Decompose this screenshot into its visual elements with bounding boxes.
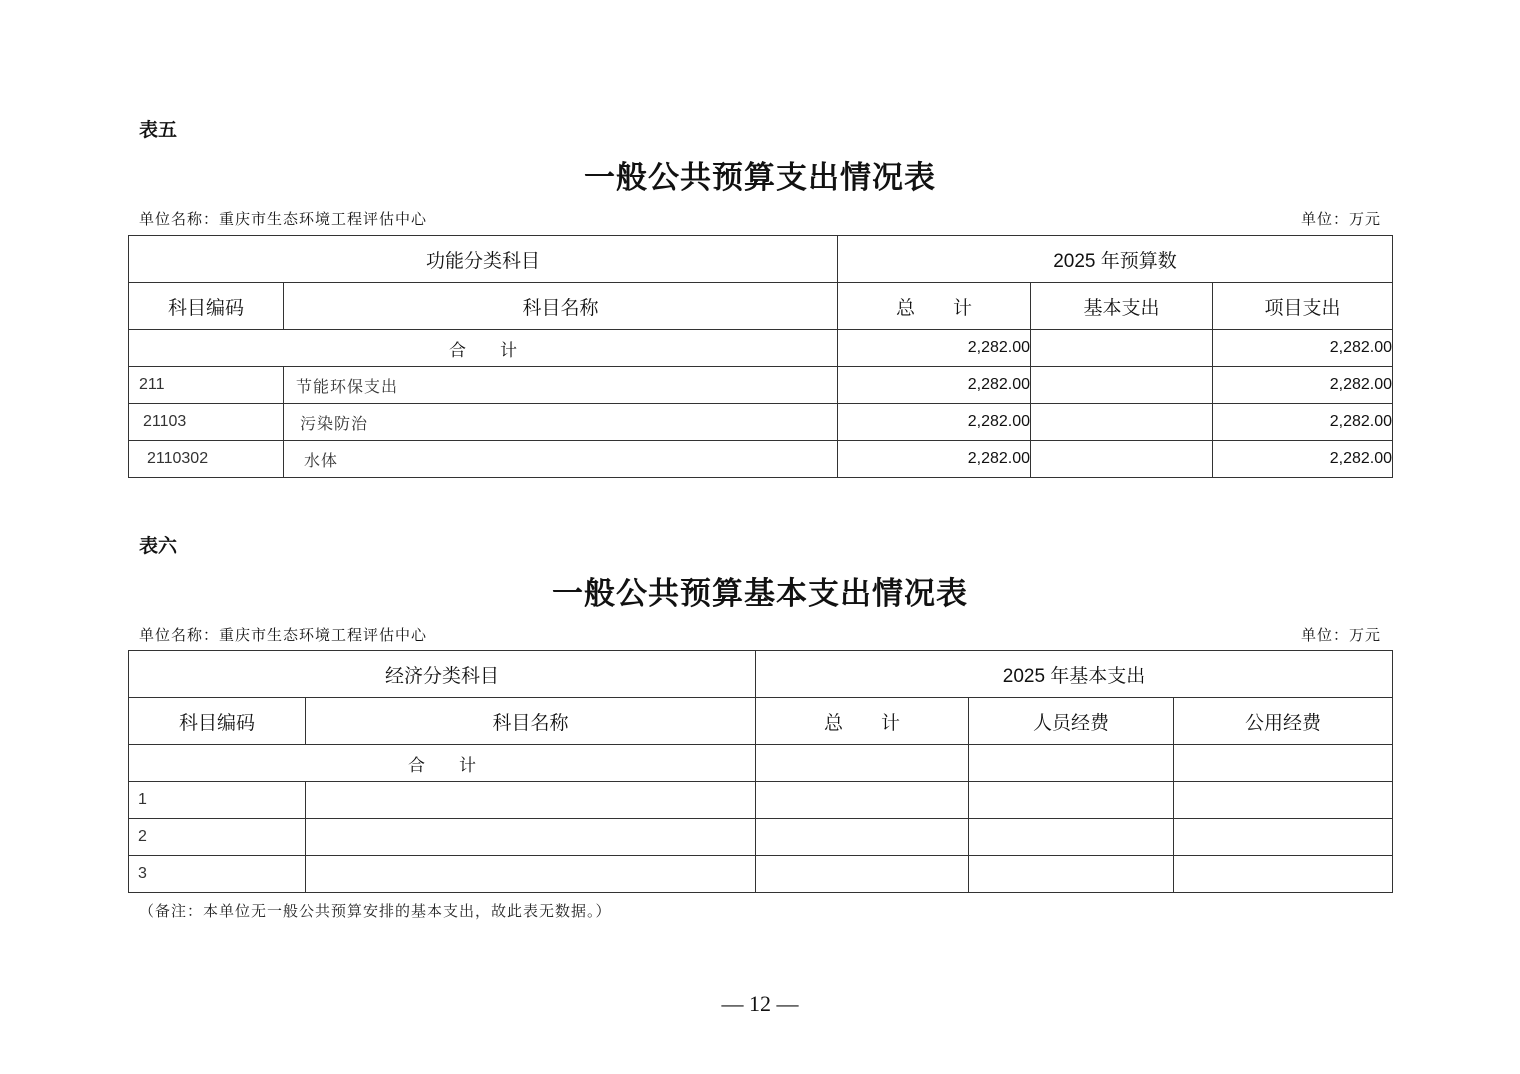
row-public <box>1174 782 1393 819</box>
table5-group-right: 2025 年预算数 <box>838 236 1393 283</box>
row-code: 2110302 <box>129 441 284 478</box>
table5-col-project: 项目支出 <box>1213 283 1393 330</box>
row-code: 211 <box>129 367 284 404</box>
row-project: 2,282.00 <box>1213 404 1393 441</box>
row-name <box>306 782 756 819</box>
row-project: 2,282.00 <box>1213 367 1393 404</box>
table5-total-label: 合 计 <box>129 330 838 367</box>
row-total: 2,282.00 <box>838 441 1031 478</box>
table6-col-personnel: 人员经费 <box>969 698 1174 745</box>
table5-total-project: 2,282.00 <box>1213 330 1393 367</box>
row-total: 2,282.00 <box>838 404 1031 441</box>
table5-col-code: 科目编码 <box>129 283 284 330</box>
row-name <box>306 856 756 893</box>
table6-col-code: 科目编码 <box>129 698 306 745</box>
row-total <box>756 819 969 856</box>
table6-col-total: 总 计 <box>756 698 969 745</box>
table6-col-name: 科目名称 <box>306 698 756 745</box>
table5-unit: 单位：万元 <box>1300 210 1381 228</box>
table5-total-total: 2,282.00 <box>838 330 1031 367</box>
page-number: — 12 — <box>721 991 799 1016</box>
table-row <box>129 441 1393 478</box>
table-row <box>129 782 1393 819</box>
row-name: 节能环保支出 <box>284 367 838 404</box>
table6-col-public: 公用经费 <box>1174 698 1393 745</box>
table6-total-public <box>1174 745 1393 782</box>
table5-col-total: 总 计 <box>838 283 1031 330</box>
row-public <box>1174 819 1393 856</box>
row-basic <box>1031 367 1213 404</box>
row-name: 水体 <box>284 441 838 478</box>
row-code: 2 <box>129 819 306 856</box>
table6-note: （备注：本单位无一般公共预算安排的基本支出，故此表无数据。） <box>139 902 612 920</box>
row-project: 2,282.00 <box>1213 441 1393 478</box>
row-total: 2,282.00 <box>838 367 1031 404</box>
table6-group-right: 2025 年基本支出 <box>756 651 1393 698</box>
table5 <box>128 235 1393 478</box>
table5-total-row <box>129 330 1393 367</box>
row-code: 21103 <box>129 404 284 441</box>
table-row <box>129 819 1393 856</box>
table6-total-label: 合 计 <box>129 745 756 782</box>
table6-group-left: 经济分类科目 <box>129 651 756 698</box>
row-total <box>756 782 969 819</box>
table6-label: 表六 <box>139 535 178 557</box>
row-personnel <box>969 856 1174 893</box>
row-basic <box>1031 404 1213 441</box>
row-code: 1 <box>129 782 306 819</box>
table6-total-row <box>129 745 1393 782</box>
table6-unit-name: 单位名称：重庆市生态环境工程评估中心 <box>139 626 428 644</box>
table6 <box>128 650 1393 893</box>
table5-label: 表五 <box>139 119 178 141</box>
row-basic <box>1031 441 1213 478</box>
row-personnel <box>969 819 1174 856</box>
table-row <box>129 856 1393 893</box>
table-row <box>129 404 1393 441</box>
table5-col-basic: 基本支出 <box>1031 283 1213 330</box>
table6-total-personnel <box>969 745 1174 782</box>
table5-group-left: 功能分类科目 <box>129 236 838 283</box>
table6-total-total <box>756 745 969 782</box>
row-total <box>756 856 969 893</box>
row-personnel <box>969 782 1174 819</box>
row-public <box>1174 856 1393 893</box>
row-name: 污染防治 <box>284 404 838 441</box>
table-row <box>129 367 1393 404</box>
table5-title: 一般公共预算支出情况表 <box>584 160 936 196</box>
table5-col-name: 科目名称 <box>284 283 838 330</box>
table5-total-basic <box>1031 330 1213 367</box>
row-code: 3 <box>129 856 306 893</box>
table6-title: 一般公共预算基本支出情况表 <box>552 576 968 612</box>
table6-unit: 单位：万元 <box>1300 626 1381 644</box>
row-name <box>306 819 756 856</box>
table5-unit-name: 单位名称：重庆市生态环境工程评估中心 <box>139 210 428 228</box>
